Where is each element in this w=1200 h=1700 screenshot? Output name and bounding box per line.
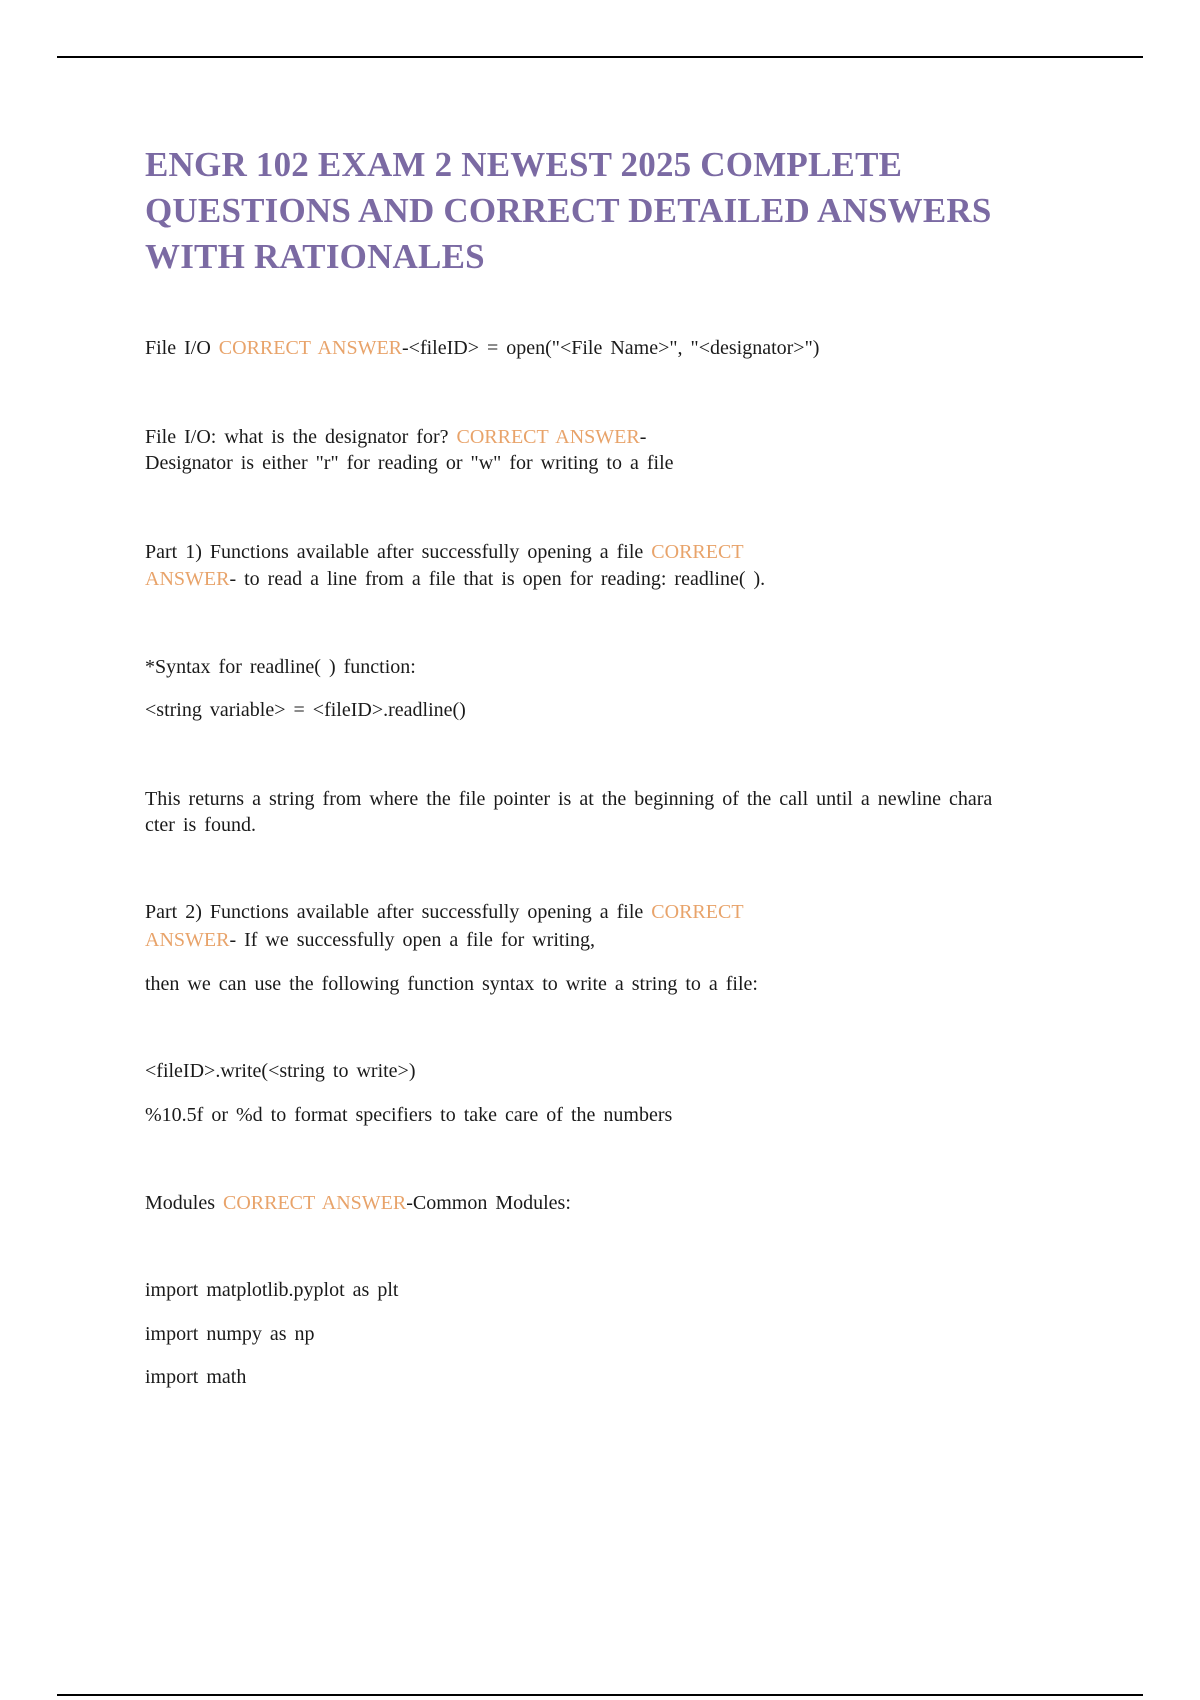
answer-text: -<fileID> = open("<File Name>", "<designator>") [402,337,820,359]
qa-modules [145,1190,571,1216]
syntax-heading: *Syntax for readline( ) function: [145,656,416,678]
qa-file-io [145,335,819,361]
correct-answer-marker: ANSWER [145,929,230,951]
answer-text: - to read a line from a file that is open for reading: readline( ). [229,568,766,590]
correct-answer-marker: CORRECT ANSWER [223,1192,407,1214]
correct-answer-marker: ANSWER [145,568,230,590]
answer-separator: - [639,426,647,448]
title-line-2: QUESTIONS AND CORRECT DETAILED ANSWERS [145,191,992,230]
question-text: Part 1) Functions available after successfully opening a file [145,541,652,563]
answer-text: -Common Modules: [406,1192,571,1214]
qa-part1-question [145,539,744,565]
qa-part2-question [145,899,744,925]
import-line: import matplotlib.pyplot as plt [145,1279,399,1301]
returns-line-1: This returns a string from where the file pointer is at the beginning of the call until a newline chara [145,788,993,810]
qa-designator-question [145,424,646,450]
correct-answer-marker: CORRECT [651,541,744,563]
answer-text: - If we successfully open a file for writing, [229,929,596,951]
question-text: Modules [145,1192,223,1214]
top-rule [57,56,1143,58]
import-line: import numpy as np [145,1323,315,1345]
returns-line-2: cter is found. [145,814,256,836]
write-syntax: <fileID>.write(<string to write>) [145,1060,416,1082]
correct-answer-marker: CORRECT ANSWER [218,337,402,359]
qa-part2-answer [145,927,595,953]
question-text: File I/O [145,337,219,359]
correct-answer-marker: CORRECT ANSWER [456,426,640,448]
format-specifiers-line: %10.5f or %d to format specifiers to take care of the numbers [145,1104,673,1126]
title-line-3: WITH RATIONALES [145,237,485,276]
import-line: import math [145,1366,247,1388]
qa-part1-answer [145,566,765,592]
write-intro: then we can use the following function syntax to write a string to a file: [145,973,758,995]
question-text: Part 2) Functions available after successfully opening a file [145,901,652,923]
correct-answer-marker: CORRECT [651,901,744,923]
syntax-line: <string variable> = <fileID>.readline() [145,699,466,721]
qa-designator-answer: Designator is either "r" for reading or "w" for writing to a file [145,452,674,474]
bottom-rule [57,1694,1143,1696]
question-text: File I/O: what is the designator for? [145,426,457,448]
document-title [145,142,1085,280]
title-line-1: ENGR 102 EXAM 2 NEWEST 2025 COMPLETE [145,145,903,184]
